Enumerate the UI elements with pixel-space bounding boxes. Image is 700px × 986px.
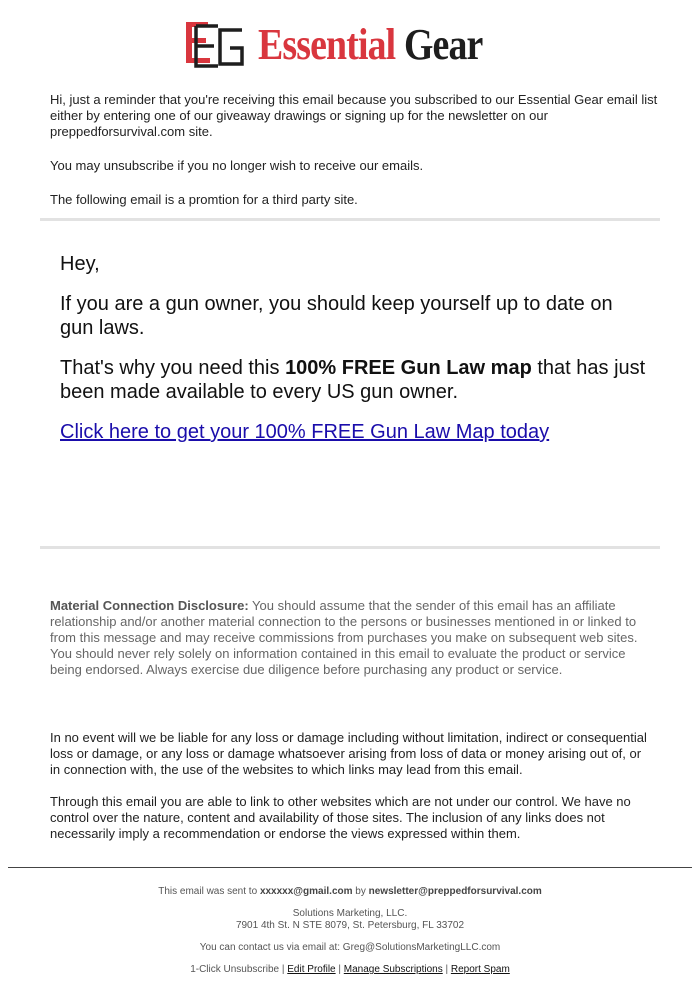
material-connection-disclosure bbox=[50, 598, 650, 678]
promo-paragraph-1: If you are a gun owner, you should keep yourself up to date on gun laws. bbox=[60, 293, 613, 339]
footer-links: 1-Click Unsubscribe | Edit Profile | Manage Subscriptions | Report Spam bbox=[190, 964, 510, 975]
liability-paragraph: In no event will we be liable for any loss or damage including without limitation, indirect or consequential loss or damage, or any loss or damage whatsoever arising from loss of data or money arising out of, or in connection with, the use of the websites to which links may lead from this email. bbox=[50, 730, 647, 777]
email-footer bbox=[0, 886, 700, 986]
intro-promotion-note: The following email is a promtion for a third party site. bbox=[50, 192, 358, 207]
external-links-paragraph: Through this email you are able to link to other websites which are not under our control. We have no control over the nature, content and availability of those sites. The inclusion of any links does not necessarily imply a recommendation or endorse the views expressed within them. bbox=[50, 794, 631, 841]
brand-word-essential: Essential bbox=[257, 19, 395, 69]
promo-body bbox=[60, 252, 650, 460]
essential-gear-logo bbox=[0, 16, 700, 72]
disclosure-text: You should assume that the sender of this email has an affiliate relationship and/or another material connection to the persons or businesses mentioned in or linked to from this message and may receive commissions from purchases you make on subsequent web sites. You should never rely solely on information contained in this email to evaluate the product or service being endorsed. Always exercise due diligence before purchasing any product or service. bbox=[50, 598, 638, 677]
promo-highlight: 100% FREE Gun Law map bbox=[285, 357, 532, 379]
brand-wordmark bbox=[258, 19, 482, 70]
company-name: Solutions Marketing, LLC. bbox=[292, 908, 408, 919]
legal-section bbox=[50, 730, 650, 858]
sent-to-line: This email was sent to xxxxxx@gmail.com by newsletter@preppedforsurvival.com bbox=[158, 886, 542, 897]
eg-monogram-icon bbox=[182, 18, 246, 70]
greeting: Hey, bbox=[60, 253, 100, 275]
brand-word-gear: Gear bbox=[403, 19, 482, 69]
gun-law-map-link[interactable]: Click here to get your 100% FREE Gun Law Map today bbox=[60, 421, 550, 443]
promo-paragraph-2: That's why you need this 100% FREE Gun Law map that has just been made available to every US gun owner. bbox=[60, 357, 646, 403]
intro-unsubscribe-note: You may unsubscribe if you no longer wish to receive our emails. bbox=[50, 158, 424, 173]
divider-bottom bbox=[40, 546, 660, 549]
street-address: 7901 4th St. N STE 8079, St. Petersburg, FL 33702 bbox=[235, 920, 465, 931]
company-address bbox=[0, 908, 700, 932]
recipient-email: xxxxxx@gmail.com bbox=[259, 886, 353, 897]
report-spam-link[interactable]: Report Spam bbox=[450, 964, 510, 975]
one-click-unsubscribe[interactable]: 1-Click Unsubscribe bbox=[190, 964, 280, 975]
edit-profile-link[interactable]: Edit Profile bbox=[287, 964, 336, 975]
divider-top bbox=[40, 218, 660, 221]
disclosure-label: Material Connection Disclosure: bbox=[50, 598, 249, 613]
contact-line: You can contact us via email at: Greg@SolutionsMarketingLLC.com bbox=[199, 942, 501, 953]
manage-subscriptions-link[interactable]: Manage Subscriptions bbox=[343, 964, 443, 975]
intro-section bbox=[50, 92, 660, 226]
sender-email: newsletter@preppedforsurvival.com bbox=[368, 886, 542, 897]
footer-divider bbox=[8, 867, 692, 868]
intro-reminder: Hi, just a reminder that you're receiving this email because you subscribed to our Essential Gear email list either by entering one of our giveaway drawings or signing up for the newsletter on our preppedforsurvival.com site. bbox=[50, 92, 658, 139]
